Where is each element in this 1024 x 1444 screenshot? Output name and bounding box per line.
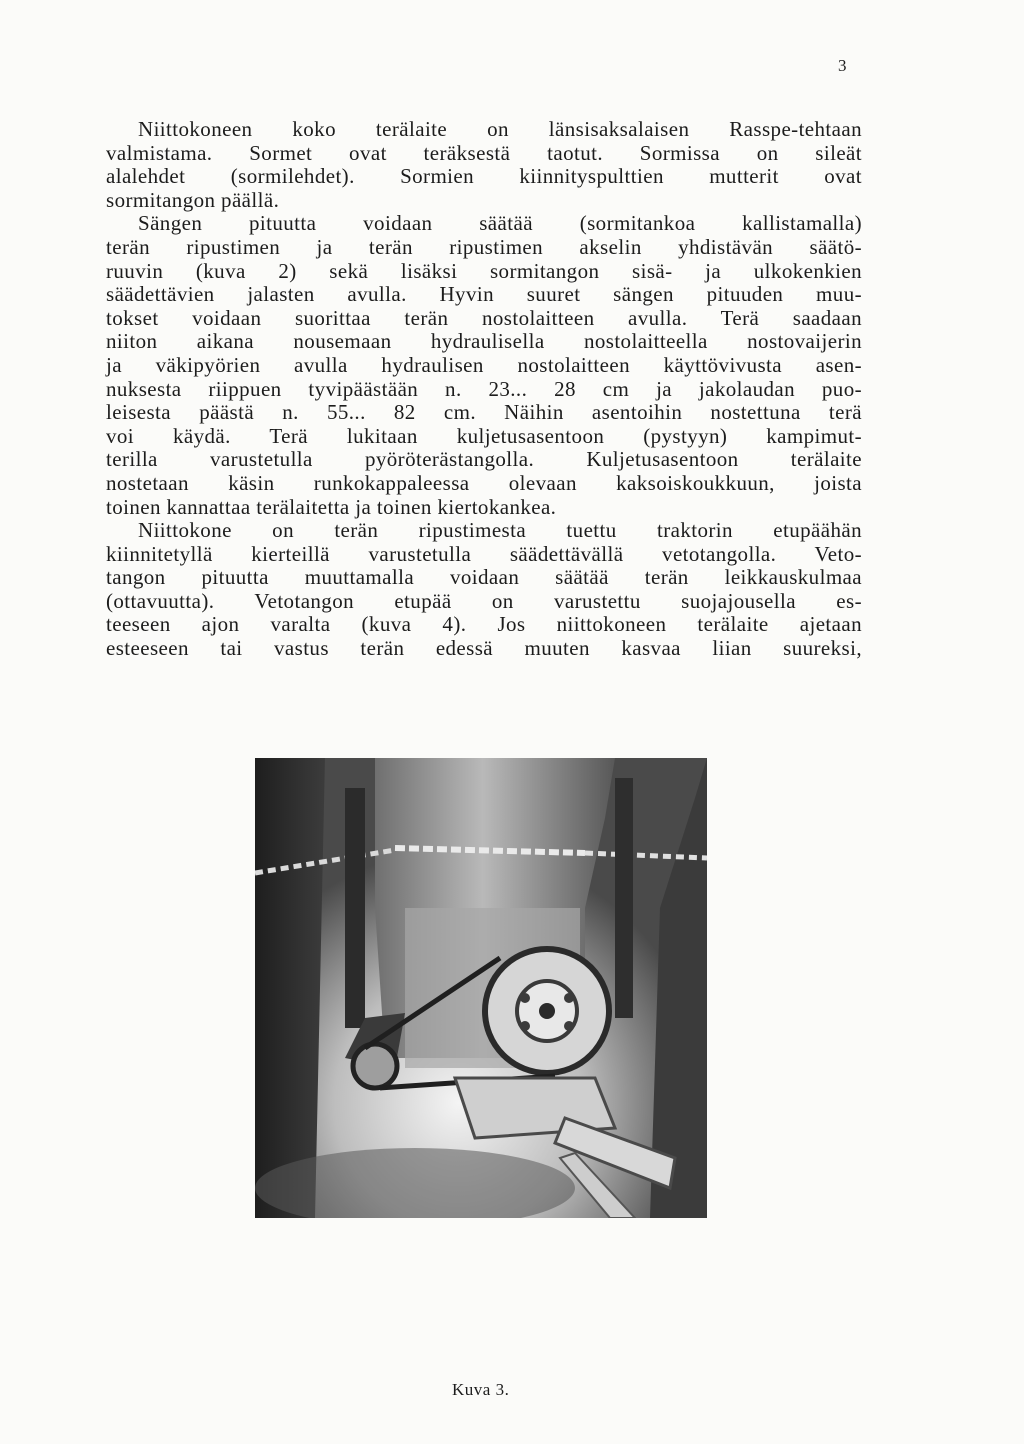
text-line: tokset voidaan suorittaa terän nostolaitteen avulla. Terä saadaan	[106, 305, 862, 330]
paragraph-3	[106, 519, 862, 661]
text-line: alalehdet (sormilehdet). Sormien kiinnityspulttien mutterit ovat	[106, 164, 862, 189]
text-line: Niittokone on terän ripustimesta tuettu traktorin etupäähän	[138, 518, 862, 543]
text-line: ja väkipyörien avulla hydraulisen nostolaitteen käyttövivusta asen-	[106, 352, 862, 377]
paragraph-1	[106, 118, 862, 212]
text-line: terän ripustimen ja terän ripustimen akselin yhdistävän säätö-	[106, 234, 862, 259]
text-line: säädettävien jalasten avulla. Hyvin suuret sängen pituuden muu-	[106, 282, 862, 307]
text-line: Sängen pituutta voidaan säätää (sormitankoa kallistamalla)	[138, 211, 862, 236]
tractor-mower-photo	[255, 758, 707, 1218]
text-line: terilla varustetulla pyöröterästangolla. Kuljetusasentoon terälaite	[106, 447, 862, 472]
paragraph-2	[106, 212, 862, 519]
body-text	[106, 118, 862, 661]
page-number: 3	[838, 56, 847, 75]
text-line: kiinnitetyllä kierteillä varustetulla säädettävällä vetotangolla. Veto-	[106, 541, 862, 566]
text-line: nuksesta riippuen tyvipäästään n. 23... 28 cm ja jakolaudan puo-	[106, 376, 862, 401]
text-line: tangon pituutta muuttamalla voidaan säätää terän leikkauskulmaa	[106, 565, 862, 590]
text-line: nostetaan käsin runkokappaleessa olevaan kaksoiskoukkuun, joista	[106, 470, 862, 495]
text-line: voi käydä. Terä lukitaan kuljetusasentoon (pystyyn) kampimut-	[106, 423, 862, 448]
text-line: toinen kannattaa terälaitetta ja toinen kiertokankea.	[106, 494, 557, 519]
figure-caption: Kuva 3.	[452, 1380, 510, 1399]
text-line: niiton aikana nousemaan hydraulisella nostolaitteella nostovaijerin	[106, 329, 862, 354]
text-line: esteeseen tai vastus terän edessä muuten kasvaa liian suureksi,	[106, 636, 862, 661]
photo-illustration	[255, 758, 707, 1218]
text-line: Niittokoneen koko terälaite on länsisaksalaisen Rasspe-tehtaan	[138, 117, 862, 141]
text-line: ruuvin (kuva 2) sekä lisäksi sormitangon sisä- ja ulkokenkien	[106, 258, 862, 283]
text-line: valmistama. Sormet ovat teräksestä taotut. Sormissa on sileät	[106, 140, 862, 165]
text-line: leisesta päästä n. 55... 82 cm. Näihin asentoihin nostettuna terä	[106, 400, 862, 425]
text-line: sormitangon päällä.	[106, 187, 280, 212]
text-line: teeseen ajon varalta (kuva 4). Jos niittokoneen terälaite ajetaan	[106, 612, 862, 637]
text-line: (ottavuutta). Vetotangon etupää on varustettu suojajousella es-	[106, 588, 862, 613]
